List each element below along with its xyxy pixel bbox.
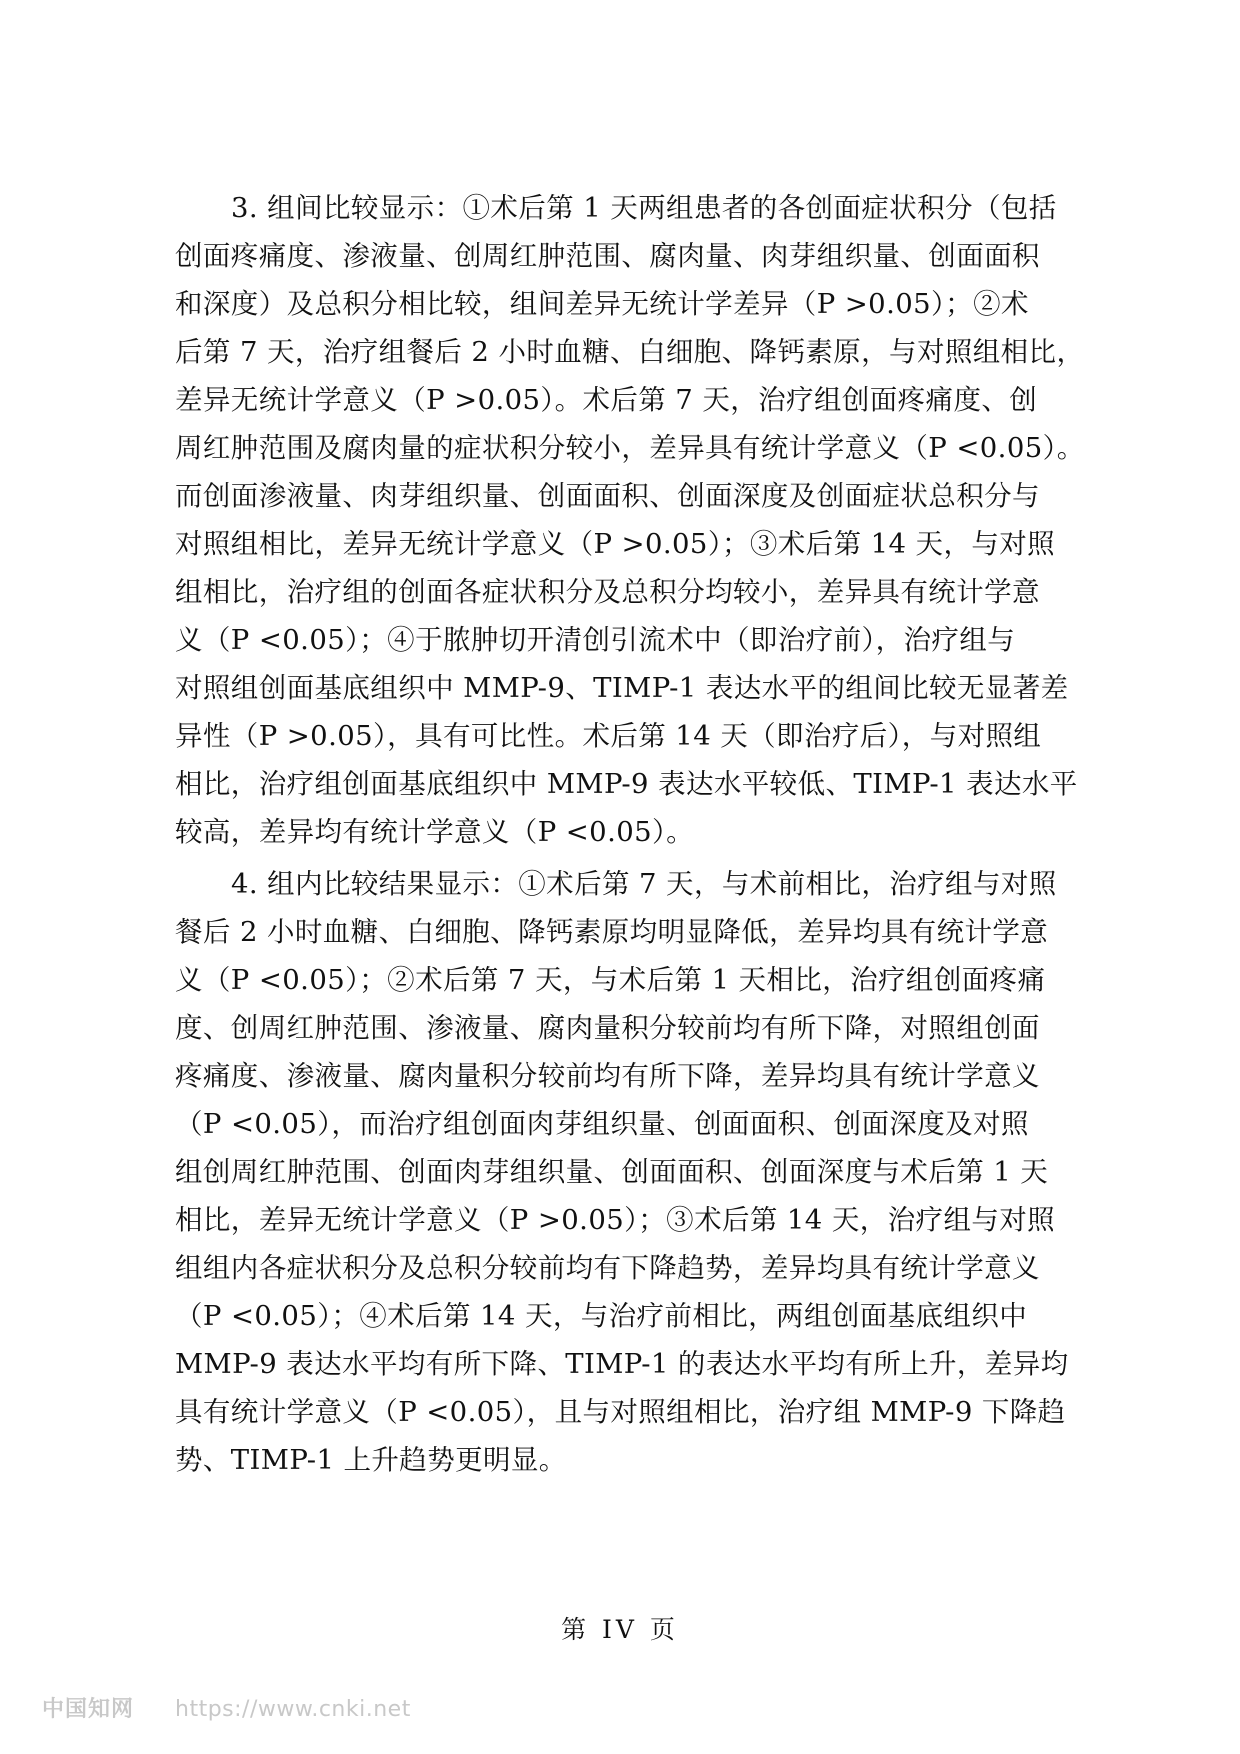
paragraph-4-line-10: （P <0.05）；④术后第 14 天，与治疗前相比，两组创面基底组织中 bbox=[175, 1300, 1028, 1332]
paragraph-3-line-10: 义（P <0.05）；④于脓肿切开清创引流术中（即治疗前），治疗组与 bbox=[175, 624, 1016, 656]
paragraph-3-line-3: 和深度）及总积分相比较，组间差异无统计学差异（P >0.05）；②术 bbox=[175, 288, 1029, 320]
paragraph-3-line-2: 创面疼痛度、渗液量、创周红肿范围、腐肉量、肉芽组织量、创面面积 bbox=[175, 240, 1040, 272]
paragraph-4-line-12: 具有统计学意义（P <0.05），且与对照组相比，治疗组 MMP-9 下降趋 bbox=[175, 1396, 1066, 1428]
page-number: 第 IV 页 bbox=[561, 1615, 679, 1644]
cnki-url: https://www.cnki.net bbox=[175, 1697, 411, 1722]
paragraph-4-line-13: 势、TIMP-1 上升趋势更明显。 bbox=[175, 1444, 567, 1476]
paragraph-3-line-9: 组相比，治疗组的创面各症状积分及总积分均较小，差异具有统计学意 bbox=[175, 576, 1040, 608]
paragraph-3-line-12: 异性（P >0.05），具有可比性。术后第 14 天（即治疗后），与对照组 bbox=[175, 720, 1042, 752]
paragraph-3-line-14: 较高，差异均有统计学意义（P <0.05）。 bbox=[175, 816, 695, 848]
paragraph-4-line-8: 相比，差异无统计学意义（P >0.05）；③术后第 14 天，治疗组与对照 bbox=[175, 1204, 1056, 1236]
paragraph-4-line-6: （P <0.05），而治疗组创面肉芽组织量、创面面积、创面深度及对照 bbox=[175, 1108, 1029, 1140]
paragraph-4-line-4: 度、创周红肿范围、渗液量、腐肉量积分较前均有所下降，对照组创面 bbox=[175, 1012, 1040, 1044]
cnki-logo-text: 中国知网 bbox=[42, 1697, 135, 1722]
cnki-watermark bbox=[42, 1692, 411, 1723]
paragraph-3-line-6: 周红肿范围及腐肉量的症状积分较小，差异具有统计学意义（P <0.05）。 bbox=[175, 432, 1085, 464]
paragraph-3-line-8: 对照组相比，差异无统计学意义（P >0.05）；③术后第 14 天，与对照 bbox=[175, 528, 1056, 560]
paragraph-4-line-7: 组创周红肿范围、创面肉芽组织量、创面面积、创面深度与术后第 1 天 bbox=[175, 1156, 1049, 1188]
paragraph-4-line-1: 4. 组内比较结果显示：①术后第 7 天，与术前相比，治疗组与对照 bbox=[231, 868, 1057, 900]
paragraph-3-line-13: 相比，治疗组创面基底组织中 MMP-9 表达水平较低、TIMP-1 表达水平 bbox=[175, 768, 1078, 800]
paragraph-4-line-2: 餐后 2 小时血糖、白细胞、降钙素原均明显降低，差异均具有统计学意 bbox=[175, 916, 1049, 948]
paragraph-3-line-11: 对照组创面基底组织中 MMP-9、TIMP-1 表达水平的组间比较无显著差 bbox=[175, 672, 1069, 704]
paragraph-3-line-5: 差异无统计学意义（P >0.05）。术后第 7 天，治疗组创面疼痛度、创 bbox=[175, 384, 1038, 416]
paragraph-4-line-9: 组组内各症状积分及总积分较前均有下降趋势，差异均具有统计学意义 bbox=[175, 1252, 1040, 1284]
paragraph-4-line-3: 义（P <0.05）；②术后第 7 天，与术后第 1 天相比，治疗组创面疼痛 bbox=[175, 964, 1046, 996]
paragraph-3-line-4: 后第 7 天，治疗组餐后 2 小时血糖、白细胞、降钙素原，与对照组相比， bbox=[175, 336, 1085, 368]
paragraph-4-line-5: 疼痛度、渗液量、腐肉量积分较前均有所下降，差异均具有统计学意义 bbox=[175, 1060, 1040, 1092]
paragraph-3-line-1: 3. 组间比较显示：①术后第 1 天两组患者的各创面症状积分（包括 bbox=[231, 192, 1057, 224]
paragraph-3-line-7: 而创面渗液量、肉芽组织量、创面面积、创面深度及创面症状总积分与 bbox=[175, 480, 1040, 512]
paragraph-4-line-11: MMP-9 表达水平均有所下降、TIMP-1 的表达水平均有所上升，差异均 bbox=[175, 1348, 1069, 1380]
